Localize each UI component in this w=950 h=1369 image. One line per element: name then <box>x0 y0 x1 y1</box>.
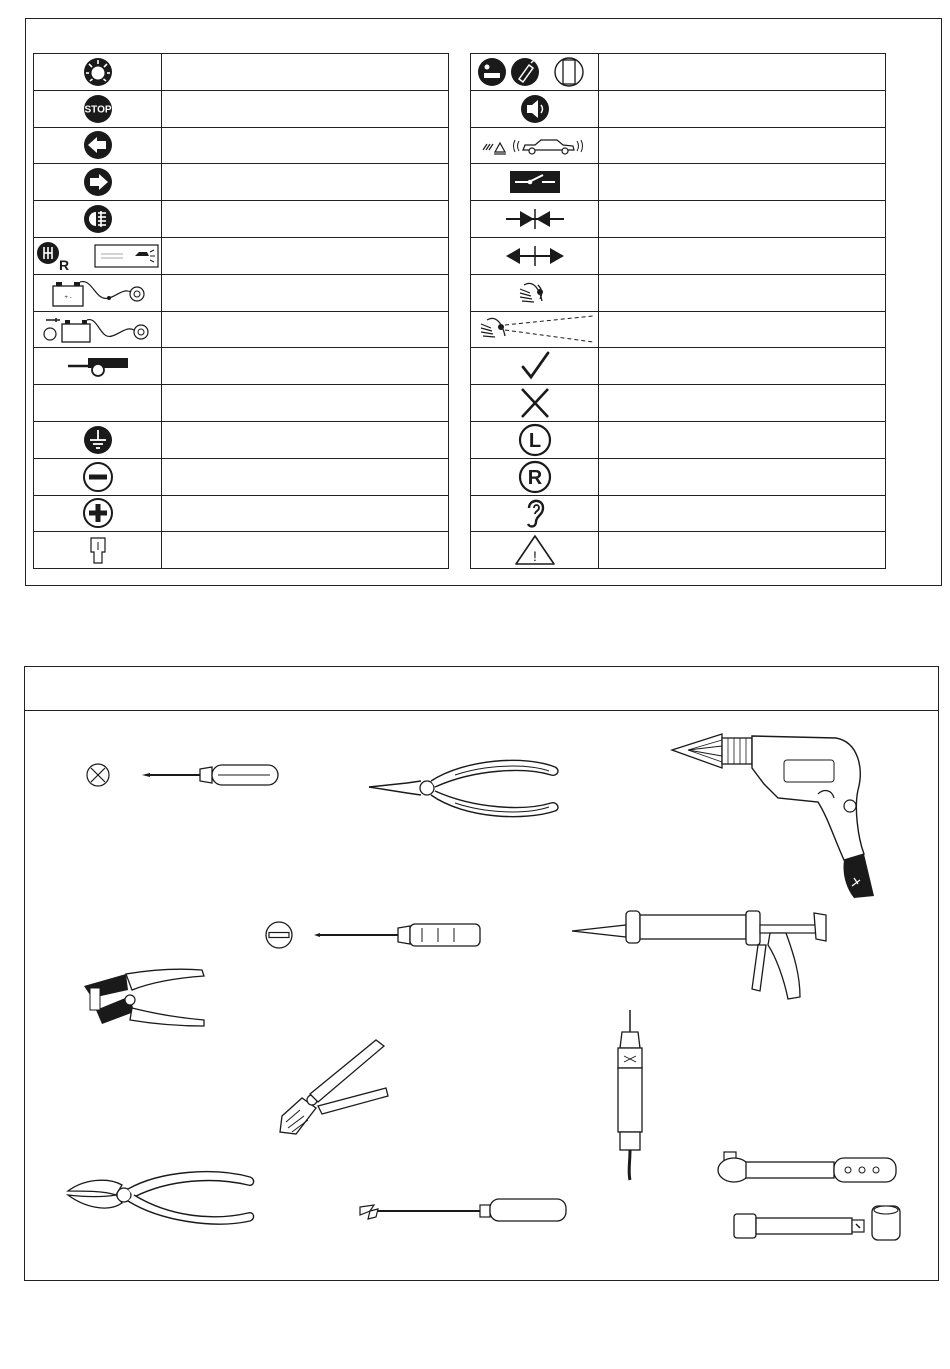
speaker-icon <box>515 93 555 125</box>
reverse-gear-icon <box>35 239 161 273</box>
legend-description <box>162 311 449 348</box>
legend-description <box>599 311 886 348</box>
legend-description <box>599 237 886 274</box>
legend-description <box>162 54 449 91</box>
line-of-sight-icon <box>473 312 597 346</box>
plus-icon <box>78 497 118 529</box>
caulking-gun-icon <box>570 905 834 1005</box>
pull-apart-icon <box>500 241 570 271</box>
legend-description <box>599 495 886 532</box>
legend-row <box>471 127 886 164</box>
legend-description <box>599 54 886 91</box>
reverse-label: R <box>58 256 69 273</box>
ignition-battery-icon <box>38 312 158 346</box>
legend-row <box>34 127 449 164</box>
legend-row <box>34 532 449 569</box>
symbol-legend-left <box>33 53 449 569</box>
right-label: R <box>527 466 542 489</box>
legend-row <box>34 385 449 422</box>
legend-row <box>34 164 449 201</box>
listen-ear-icon <box>515 496 555 530</box>
trailer-hitch-icon <box>58 350 138 382</box>
switch-icon <box>505 167 565 197</box>
legend-row <box>471 348 886 385</box>
phillips-screwdriver-icon <box>80 755 284 795</box>
legend-description <box>599 421 886 458</box>
warning-light-icon <box>78 56 118 88</box>
legend-row <box>471 311 886 348</box>
legend-description <box>599 458 886 495</box>
legend-description <box>162 164 449 201</box>
rear-fog-light-icon <box>78 203 118 235</box>
legend-row <box>34 348 449 385</box>
legend-description <box>599 164 886 201</box>
arrow-left-circle-icon <box>78 129 118 161</box>
fuse-icon <box>78 534 118 566</box>
legend-description <box>162 90 449 127</box>
legend-description <box>599 274 886 311</box>
legend-row <box>471 421 886 458</box>
empty-symbol-cell <box>34 385 162 422</box>
legend-row <box>34 311 449 348</box>
ratchet-wrench-icon <box>716 1148 900 1190</box>
press-together-icon <box>500 204 570 234</box>
legend-description <box>599 348 886 385</box>
legend-description <box>162 495 449 532</box>
warning-exclamation: ! <box>532 548 537 565</box>
legend-description <box>599 385 886 422</box>
legend-row <box>471 54 886 91</box>
legend-description <box>162 274 449 311</box>
left-l-icon <box>515 423 555 457</box>
power-drill-icon <box>668 728 888 898</box>
side-cutter-icon <box>64 1165 258 1235</box>
battery-disconnect-icon <box>43 276 153 310</box>
legend-description <box>162 201 449 238</box>
legend-description <box>162 532 449 569</box>
left-label: L <box>528 429 541 452</box>
legend-row <box>471 274 886 311</box>
wire-stripper-icon <box>80 966 210 1046</box>
legend-row <box>471 458 886 495</box>
voltage-tester-icon <box>610 1008 650 1182</box>
symbol-legend-right <box>470 53 886 569</box>
legend-row <box>471 164 886 201</box>
right-r-icon <box>515 460 555 494</box>
electrical-connection-icon <box>475 55 595 89</box>
legend-description <box>162 348 449 385</box>
legend-row <box>34 237 449 274</box>
socket-extension-icon <box>730 1200 904 1250</box>
cross-icon <box>515 386 555 420</box>
legend-description <box>162 458 449 495</box>
legend-row <box>34 458 449 495</box>
legend-row <box>471 385 886 422</box>
stop-icon <box>78 93 118 125</box>
legend-row <box>471 90 886 127</box>
legend-row <box>34 495 449 532</box>
alarm-sensor-car-icon <box>475 130 595 160</box>
flat-screwdriver-icon <box>262 916 484 954</box>
legend-description <box>599 201 886 238</box>
legend-row <box>471 201 886 238</box>
legend-row <box>34 421 449 458</box>
ground-icon <box>78 424 118 456</box>
legend-row <box>34 54 449 91</box>
legend-row <box>34 201 449 238</box>
visual-check-icon <box>510 277 560 309</box>
legend-description <box>162 385 449 422</box>
legend-description <box>162 127 449 164</box>
combination-pliers-icon <box>365 755 565 825</box>
legend-row <box>34 90 449 127</box>
minus-icon <box>78 461 118 493</box>
legend-description <box>162 421 449 458</box>
svg-text:+ -: + - <box>63 294 72 301</box>
trim-removal-tool-icon <box>358 1193 570 1229</box>
legend-description <box>162 237 449 274</box>
legend-row <box>471 532 886 569</box>
legend-description <box>599 127 886 164</box>
stop-label: STOP <box>83 104 112 116</box>
tools-header <box>25 667 938 711</box>
checkmark-icon <box>515 350 555 382</box>
legend-row <box>471 237 886 274</box>
arrow-right-circle-icon <box>78 166 118 198</box>
legend-row <box>34 274 449 311</box>
warning-triangle-icon <box>513 533 557 567</box>
crimping-tool-icon <box>272 1036 394 1142</box>
legend-description <box>599 90 886 127</box>
legend-description <box>599 532 886 569</box>
legend-row <box>471 495 886 532</box>
